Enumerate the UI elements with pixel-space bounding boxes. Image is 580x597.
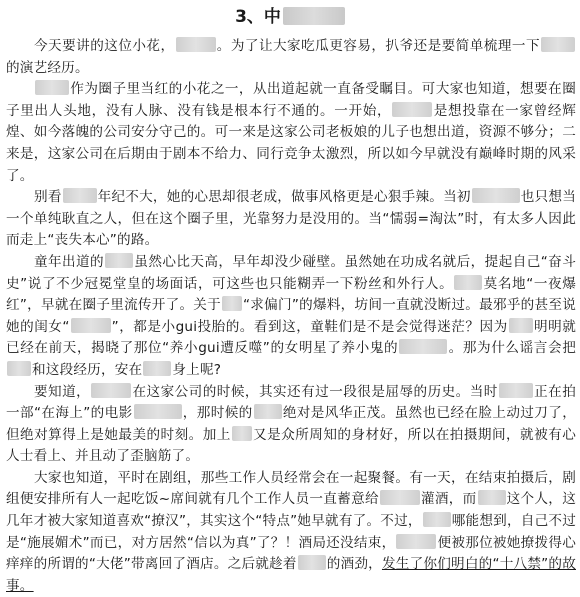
paragraph-text: 正在拍一部“在海上”的电影 [6,383,576,422]
article-body [6,36,576,597]
paragraph-text: 今天要讲的这位小花， [34,38,175,54]
redacted-name-blur [143,361,171,376]
redacted-title-blur [283,7,345,25]
paragraph [6,468,576,597]
paragraph [6,252,576,382]
paragraph-text: 这个人，这几年才被大家知道喜欢“撩汉”，其实这个“特点”她早就有了。不过， [6,491,576,530]
redacted-name-blur [232,426,252,441]
redacted-name-blur [91,383,131,398]
paragraph-text: 虽然心比天高，早年却没少碰壁。虽然她在功成名就后，提起自己“奋斗史”说了不少冠冕堂皇的场面话，可这些也只能糊弄一下粉丝和外行人。 [6,253,576,292]
paragraph-text: 别看 [34,189,62,206]
redacted-name-blur [105,253,133,268]
redacted-name-blur [222,296,242,311]
paragraph-text: 的演艺经历。 [6,59,89,76]
paragraph [6,79,576,187]
paragraph-text: 莫名地“一夜爆红”，早就在圈子里流传开了。关于 [6,275,576,314]
redacted-name-blur [541,37,575,52]
redacted-name-blur [454,275,482,290]
paragraph-text: ，那时候的 [182,405,253,422]
paragraph-text: 也只想当一个单纯耿直之人，但在这个圈子里，光靠努力是没用的。当“懦弱=淘汰”时，有太多人因此而走上“丧失本心”的路。 [6,189,576,249]
redacted-name-blur [499,383,533,398]
redacted-name-blur [380,490,420,505]
paragraph-text: 明明就已经在前天，揭晓了那位“养小gui遭反噬”的女明星了养小鬼的 [6,318,577,357]
redacted-name-blur [134,404,182,419]
article-title-text: 3、中 [235,7,281,27]
paragraph-text: 身上呢? [172,361,222,378]
paragraph-text: 是想投靠在一家曾经辉煌、如今落魄的公司安分守己的。可一来是这家公司老板娘的儿子也想出道，资源不够分；二来是，这家公司在后期由于剧本不给力、同行竞争太激烈，所以如今早就没有巅峰时期的风采了。 [6,102,576,184]
paragraph-text: 要知道， [34,383,91,400]
redacted-name-blur [396,534,436,549]
redacted-name-blur [298,555,326,570]
paragraph-text: “求偏门”的爆料，坊间一直就没断过。最邪乎的甚至说她的闺女“ [6,297,576,335]
paragraph-text: 在这家公司的时候，其实还有过一段很是屈辱的历史。当时 [132,383,498,400]
redacted-name-blur [392,102,432,117]
redacted-name-blur [7,361,31,376]
paragraph-text: 的酒劲， [326,556,382,573]
paragraph-text: 年纪不大，她的心思却很老成，做事风格更是心狠手辣。当初 [97,189,471,206]
paragraph-text: 绝对是风华正茂。虽然也已经在脸上动过刀了，但绝对算得上是她最美的时刻。加上 [6,405,577,443]
redacted-name-blur [71,318,111,333]
paragraph-text: 哪能想到，自己不过是“施展媚术”而已，对方居然“信以为真”了？！酒局还没结束， [6,513,576,551]
paragraph-text: 。为了让大家吃瓜更容易，扒爷还是要简单梳理一下 [216,38,540,54]
redacted-name-blur [472,188,520,203]
paragraph-text: 和这段经历，安在 [32,361,143,378]
paragraph [6,187,576,252]
paragraph-text: 大家也知道，平时在剧组，那些工作人员经常会在一起聚餐。有一天，在结束拍摄后，剧组便安排所有人一起吃饭~席间就有几个工作人员一直蓄意给 [6,469,576,508]
redacted-name-blur [478,490,506,505]
redacted-name-blur [423,512,451,527]
redacted-name-blur [399,339,447,354]
redacted-name-blur [63,188,97,203]
paragraph-text: 。那为什么谣言会把 [448,340,576,357]
article-title [0,4,580,30]
paragraph [6,36,576,79]
paragraph-text: 作为圈子里当红的小花之一，从出道起就一直备受瞩目。可大家也知道，想要在圈子里出人头地，没有人脉、没有钱是根本行不通的。一开始， [6,81,576,119]
paragraph-text: 童年出道的 [34,253,105,270]
redacted-name-blur [176,37,216,52]
paragraph-text: 灌酒，而 [420,491,477,508]
redacted-name-blur [35,80,69,95]
paragraph [6,382,576,468]
redacted-name-blur [254,404,282,419]
paragraph-text: 又是众所周知的身材好，所以在拍摄期间，就被有心人士看上、并且动了歪脑筋了。 [6,426,576,465]
paragraph-text: 便被那位被她撩拨得心痒痒的所谓的“大佬”带离回了酒店。之后就趁着 [6,534,577,573]
paragraph-text: ”，都是小gui投胎的。看到这，童鞋们是不是会觉得迷茫？因为 [111,318,508,335]
paragraph-text: 发生了你们明白的“十八禁”的故事。 [6,556,576,594]
redacted-name-blur [509,318,533,333]
